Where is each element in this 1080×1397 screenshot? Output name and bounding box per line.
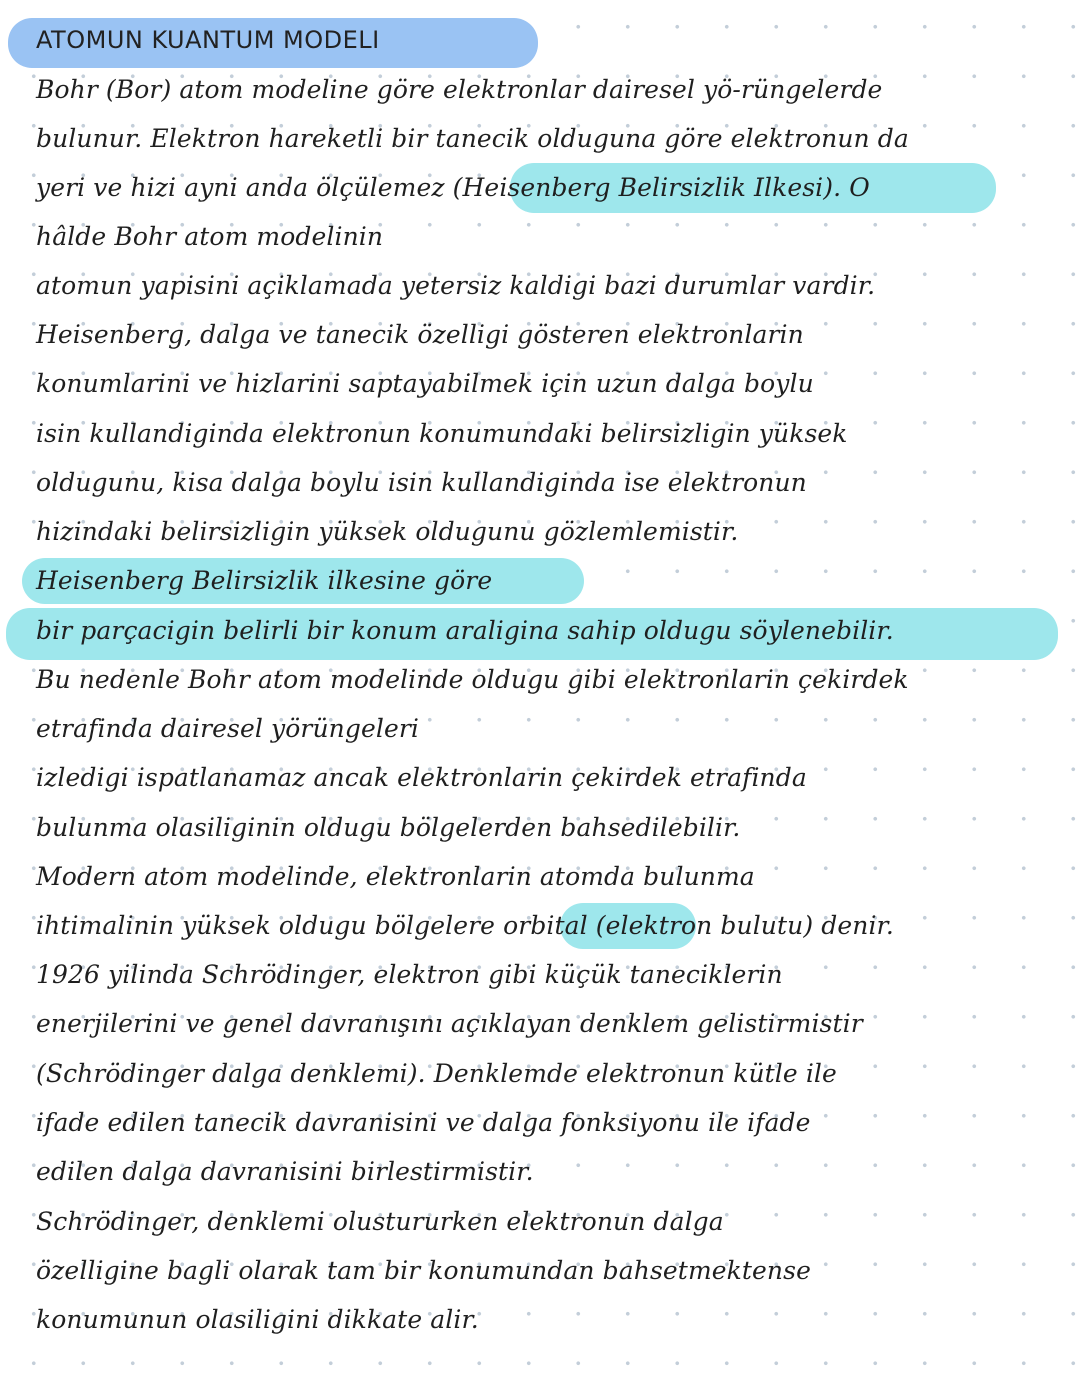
text-line: atomun yapisini açiklamada yetersiz kaldigi bazi durumlar vardir. [36,271,876,300]
text-line: enerjilerini ve genel davranışını açıklayan denklem gelistirmistir [36,1009,863,1038]
text-line: ifade edilen tanecik davranisini ve dalga fonksiyonu ile ifade [36,1108,811,1137]
text-line: izledigi ispatlanamaz ancak elektronlarin çekirdek etrafinda [36,763,807,792]
text-line: hâlde Bohr atom modelinin [36,222,384,251]
text-line: hizindaki belirsizligin yüksek oldugunu gözlemlemistir. [36,517,739,546]
text-line: bulunur. Elektron hareketli bir tanecik olduguna göre elektronun da [36,124,909,153]
page-title: ATOMUN KUANTUM MODELI [36,26,380,54]
text-line: özelligine bagli olarak tam bir konumundan bahsetmektense [36,1256,811,1285]
text-line: etrafinda dairesel yörüngeleri [36,714,419,743]
text-line: konumlarini ve hizlarini saptayabilmek için uzun dalga boylu [36,369,814,398]
text-line: Bu nedenle Bohr atom modelinde oldugu gibi elektronlarin çekirdek [36,665,909,694]
text-line: yeri ve hizi ayni anda ölçülemez (Heisenberg Belirsizlik Ilkesi). O [36,173,870,202]
text-line: isin kullandiginda elektronun konumundaki belirsizligin yüksek [36,419,848,448]
text-line: ihtimalinin yüksek oldugu bölgelere orbital (elektron bulutu) denir. [36,911,894,940]
text-line: Bohr (Bor) atom modeline göre elektronlar dairesel yö-rüngelerde [36,75,883,104]
text-line: Modern atom modelinde, elektronlarin atomda bulunma [36,862,755,891]
text-line: edilen dalga davranisini birlestirmistir. [36,1157,534,1186]
text-line: oldugunu, kisa dalga boylu isin kullandiginda ise elektronun [36,468,807,497]
text-line: bulunma olasiliginin oldugu bölgelerden bahsedilebilir. [36,813,741,842]
text-line: Schrödinger, denklemi olustururken elektronun dalga [36,1207,724,1236]
text-line: bir parçacigin belirli bir konum araligina sahip oldugu söylenebilir. [36,616,894,645]
text-line: Heisenberg Belirsizlik ilkesine göre [36,566,493,595]
text-line: Heisenberg, dalga ve tanecik özelligi gösteren elektronlarin [36,320,804,349]
text-line: konumunun olasiligini dikkate alir. [36,1305,479,1334]
text-line: 1926 yilinda Schrödinger, elektron gibi küçük taneciklerin [36,960,783,989]
text-line: (Schrödinger dalga denklemi). Denklemde elektronun kütle ile [36,1059,837,1088]
